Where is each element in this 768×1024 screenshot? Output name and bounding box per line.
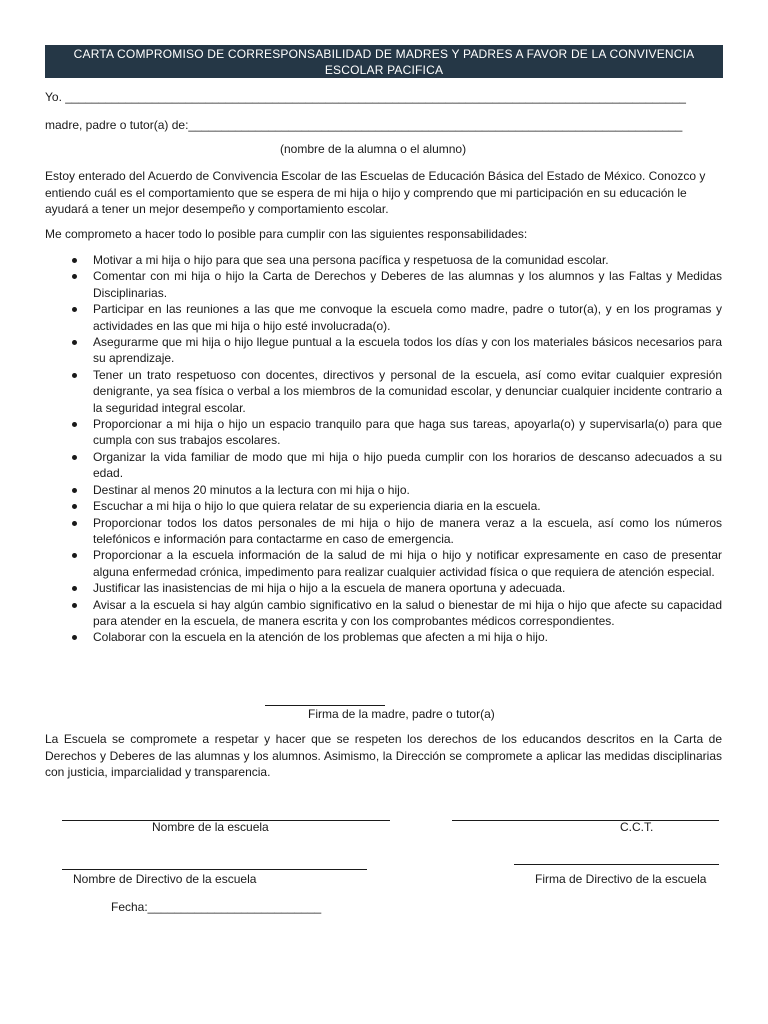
responsibilities-list — [70, 252, 722, 646]
director-signature-label: Firma de Directivo de la escuela — [535, 872, 707, 886]
list-item: Escuchar a mi hija o hijo lo que quiera relatar de su experiencia diaria en la escuela. — [70, 498, 722, 514]
list-item: Colaborar con la escuela en la atención de los problemas que afecten a mi hija o hijo. — [70, 629, 722, 645]
parent-signature-label: Firma de la madre, padre o tutor(a) — [308, 707, 495, 721]
list-item: Tener un trato respetuoso con docentes, directivos y personal de la escuela, así como evitar cualquier expresión denigrante, ya sea física o verbal a los miembros de la comunidad escolar, y denunciar cualquier incidente contrario a la seguridad integral escolar. — [70, 367, 722, 416]
school-commitment-paragraph: La Escuela se compromete a respetar y hacer que se respeten los derechos de los educandos descritos en la Carta de Derechos y Deberes de las alumnas y los alumnos. Asimismo, la Dirección se compromete a aplicar las medidas disciplinarias con justicia, imparcialidad y transparencia. — [45, 732, 722, 779]
list-item: Destinar al menos 20 minutos a la lectura con mi hija o hijo. — [70, 482, 722, 498]
director-signature-line — [514, 864, 719, 865]
list-item: Proporcionar todos los datos personales de mi hija o hijo de manera veraz a la escuela, así como los números telefónicos e información para contactarme en caso de emergencia. — [70, 515, 722, 548]
director-name-label: Nombre de Directivo de la escuela — [73, 872, 257, 886]
list-item: Participar en las reuniones a las que me convoque la escuela como madre, padre o tutor(a), y en los programas y actividades en las que mi hija o hijo esté involucrada(o). — [70, 301, 722, 334]
list-item: Avisar a la escuela si hay algún cambio significativo en la salud o bienestar de mi hija o hijo que afecte su capacidad para atender en la escuela, de manera escrita y con los comprobantes médicos correspondientes. — [70, 597, 722, 630]
director-name-line — [62, 869, 367, 870]
list-item: Proporcionar a mi hija o hijo un espacio tranquilo para que haga sus tareas, apoyarla(o) y supervisarla(o) para que cumpla con sus trabajos escolares. — [70, 416, 722, 449]
commitment-lead: Me comprometo a hacer todo lo posible para cumplir con las siguientes responsabilidades: — [45, 227, 528, 241]
cct-label: C.C.T. — [620, 820, 654, 834]
document-title: CARTA COMPROMISO DE CORRESPONSABILIDAD DE MADRES Y PADRES A FAVOR DE LA CONVIVENCIA ESCOLAR PACIFICA — [73, 46, 695, 77]
list-item: Asegurarme que mi hija o hijo llegue puntual a la escuela todos los días y con los materiales básicos necesarios para su aprendizaje. — [70, 334, 722, 367]
list-item: Proporcionar a la escuela información de la salud de mi hija o hijo y notificar expresamente en caso de presentar alguna enfermedad crónica, impedimento para realizar cualquier actividad física o que requiera de atención especial. — [70, 547, 722, 580]
cct-line — [452, 820, 719, 821]
student-name-caption: (nombre de la alumna o el alumno) — [280, 142, 467, 156]
list-item: Motivar a mi hija o hijo para que sea una persona pacífica y respetuosa de la comunidad escolar. — [70, 252, 722, 268]
intro-paragraph: Estoy enterado del Acuerdo de Convivencia Escolar de las Escuelas de Educación Básica del Estado de México. Conozco y entiendo cuál es el comportamiento que se espera de mi hija o hijo y comprendo que mi participación en su educación le ayudará a tener un mejor desempeño y comportamiento escolar. — [45, 169, 706, 216]
list-item: Comentar con mi hija o hijo la Carta de Derechos y Deberes de las alumnas y los alumnos y las Faltas y Medidas Disciplinarias. — [70, 268, 722, 301]
document-title-banner — [45, 45, 723, 78]
yo-field-line: Yo. _____________________________________________________________________________________________ — [45, 90, 686, 104]
list-item: Organizar la vida familiar de modo que mi hija o hijo pueda cumplir con los horarios de descanso adecuados a su edad. — [70, 449, 722, 482]
date-field-line: Fecha:__________________________ — [111, 900, 322, 914]
school-name-label: Nombre de la escuela — [152, 820, 269, 834]
tutor-field-line: madre, padre o tutor(a) de:__________________________________________________________________________ — [45, 118, 683, 132]
list-item: Justificar las inasistencias de mi hija o hijo a la escuela de manera oportuna y adecuada. — [70, 580, 722, 596]
